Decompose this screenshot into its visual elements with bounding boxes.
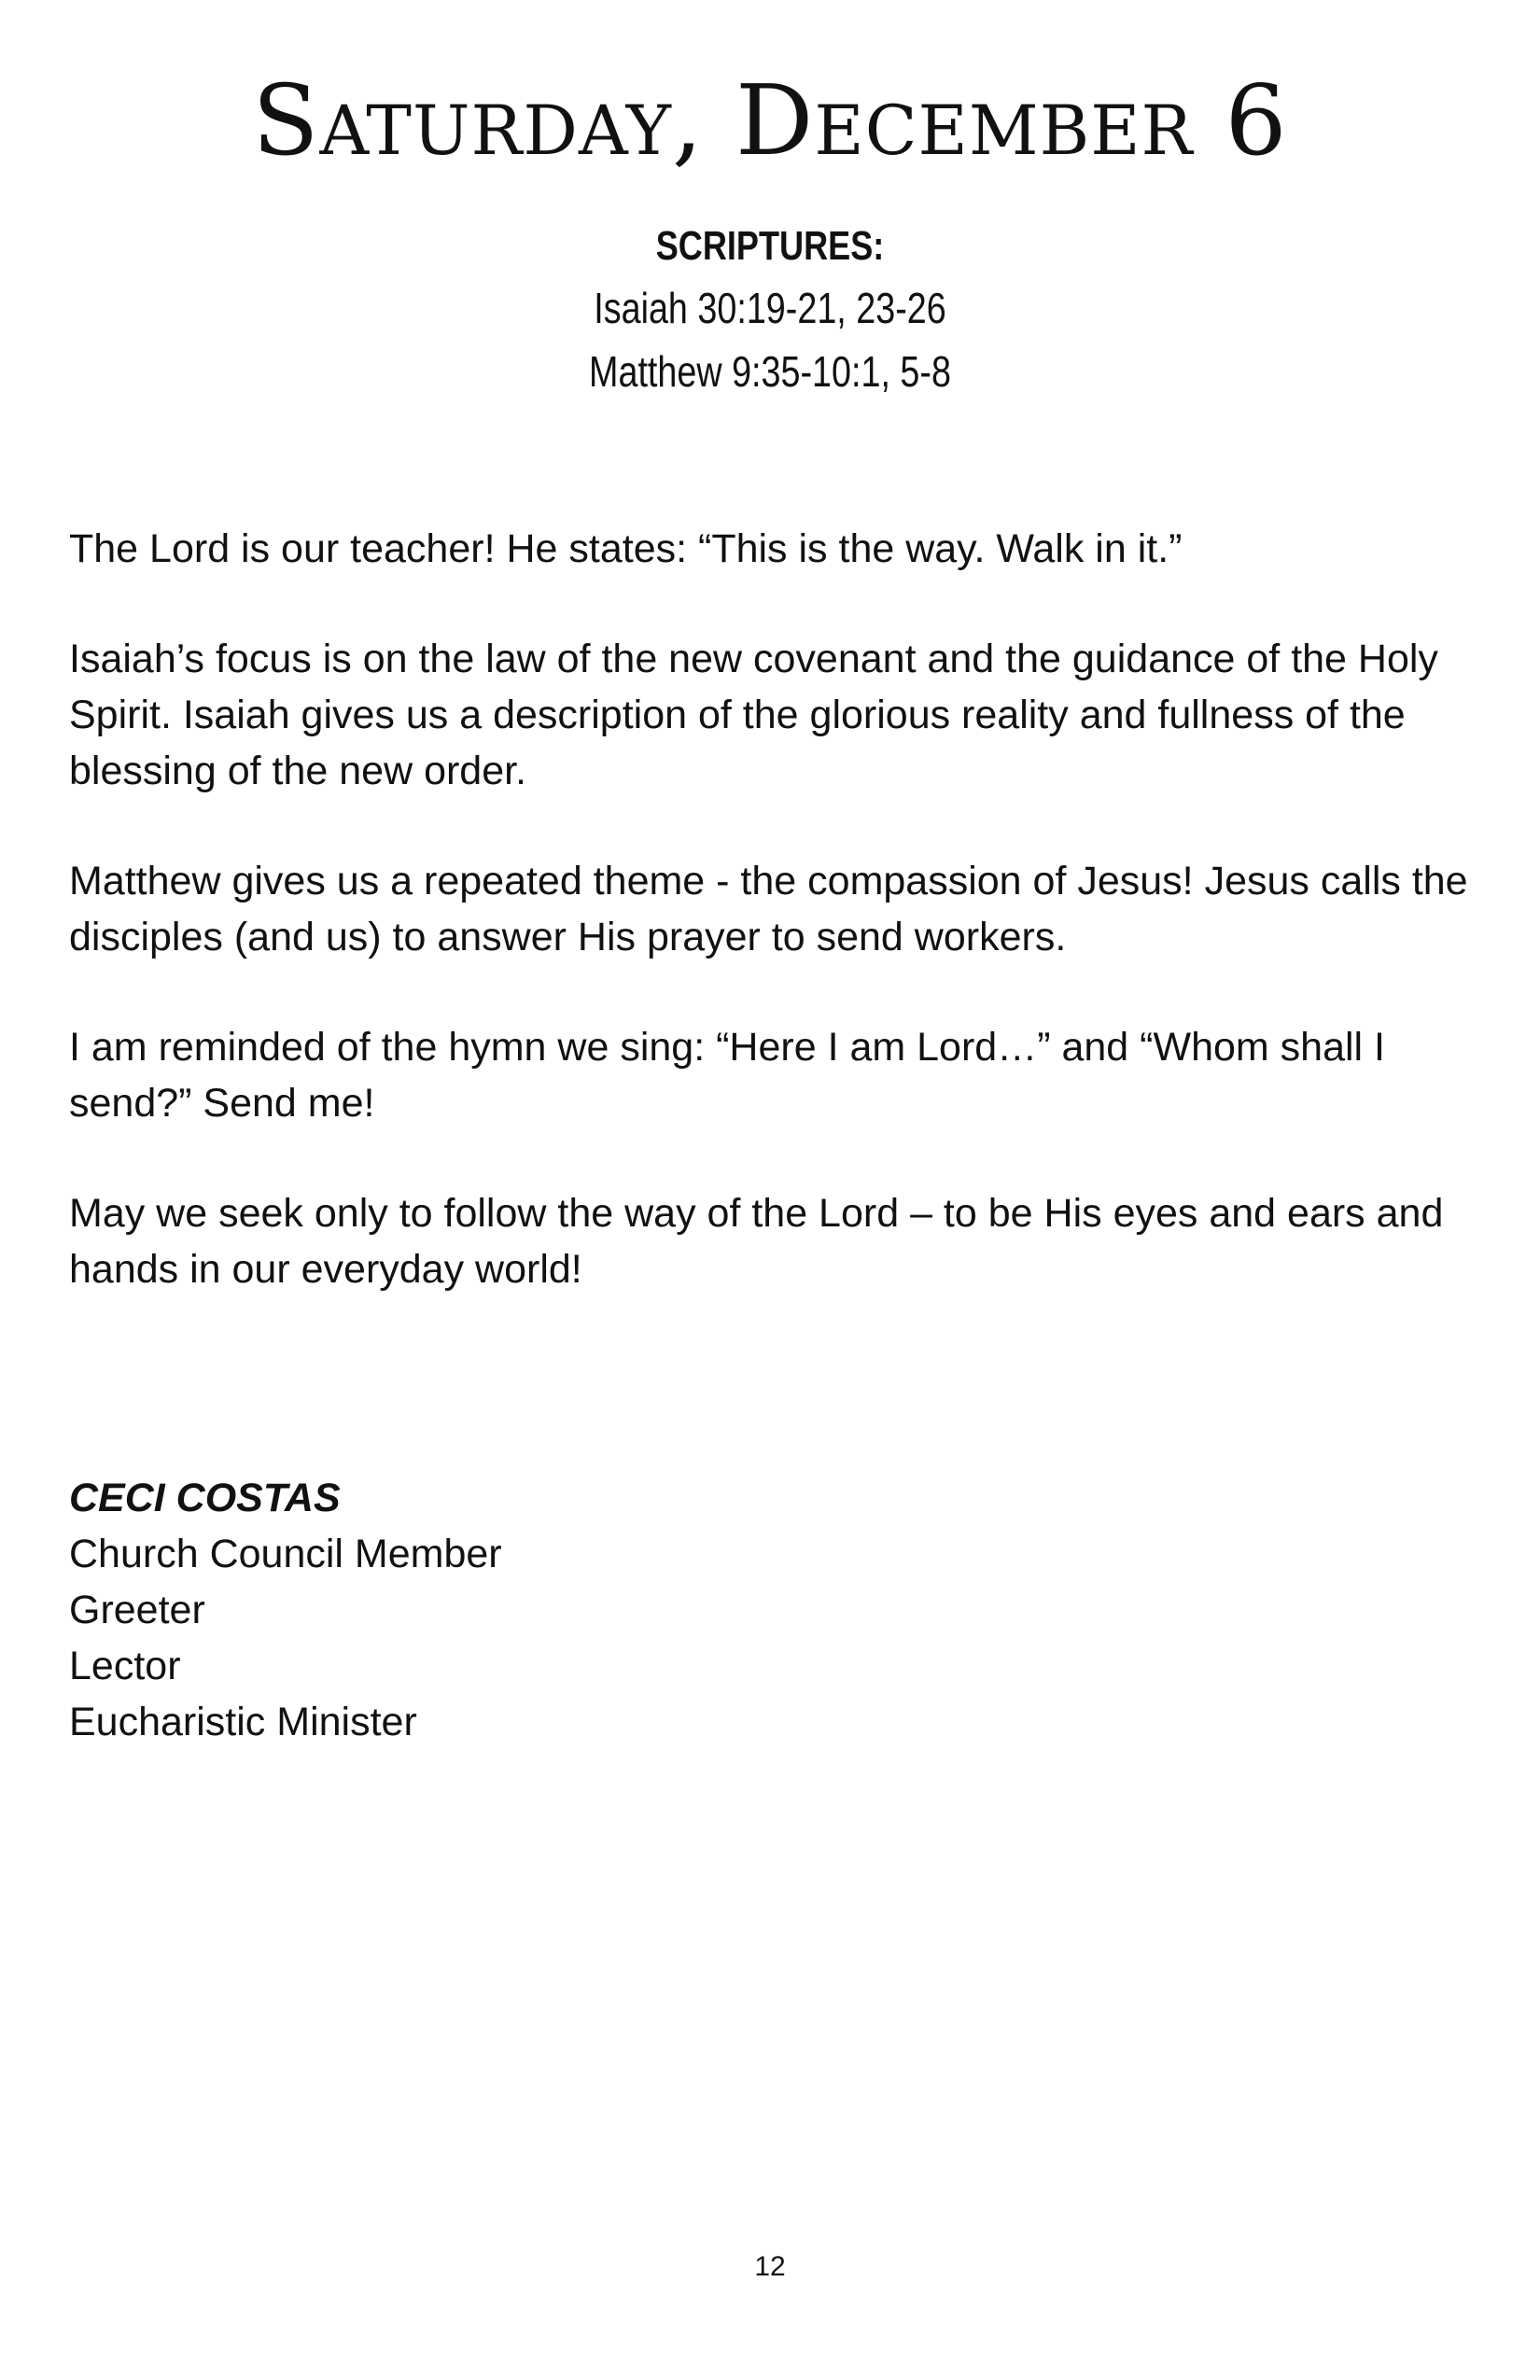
page-title: Saturday, December 6 xyxy=(252,63,1288,177)
author-role: Greeter xyxy=(69,1588,205,1632)
paragraph: Isaiah’s focus is on the law of the new covenant and the guidance of the Holy Spirit. Isaiah gives us a description of the glorious reality and fullness of the blessing of the new order. xyxy=(69,637,1438,793)
paragraph: May we seek only to follow the way of the Lord – to be His eyes and ears and hands in our everyday world! xyxy=(69,1191,1444,1292)
page-number: 12 xyxy=(754,2251,786,2282)
scripture-reference-isaiah: Isaiah 30:19-21, 23-26 xyxy=(594,284,946,332)
scripture-reference-matthew: Matthew 9:35-10:1, 5-8 xyxy=(589,347,951,396)
scriptures-heading: SCRIPTURES: xyxy=(655,223,885,269)
reflection-body xyxy=(69,521,1478,1351)
paragraph: The Lord is our teacher! He states: “This is the way. Walk in it.” xyxy=(69,526,1183,571)
author-role: Church Council Member xyxy=(69,1532,502,1576)
paragraph: Matthew gives us a repeated theme - the compassion of Jesus! Jesus calls the disciples (and us) to answer His prayer to send workers. xyxy=(69,859,1468,959)
scriptures-section xyxy=(0,217,1540,403)
author-block xyxy=(69,1470,1002,1750)
author-name: CECI COSTAS xyxy=(69,1476,341,1520)
author-role: Eucharistic Minister xyxy=(69,1700,417,1744)
paragraph: I am reminded of the hymn we sing: “Here I am Lord…” and “Whom shall I send?” Send me! xyxy=(69,1025,1385,1126)
author-role: Lector xyxy=(69,1644,181,1688)
